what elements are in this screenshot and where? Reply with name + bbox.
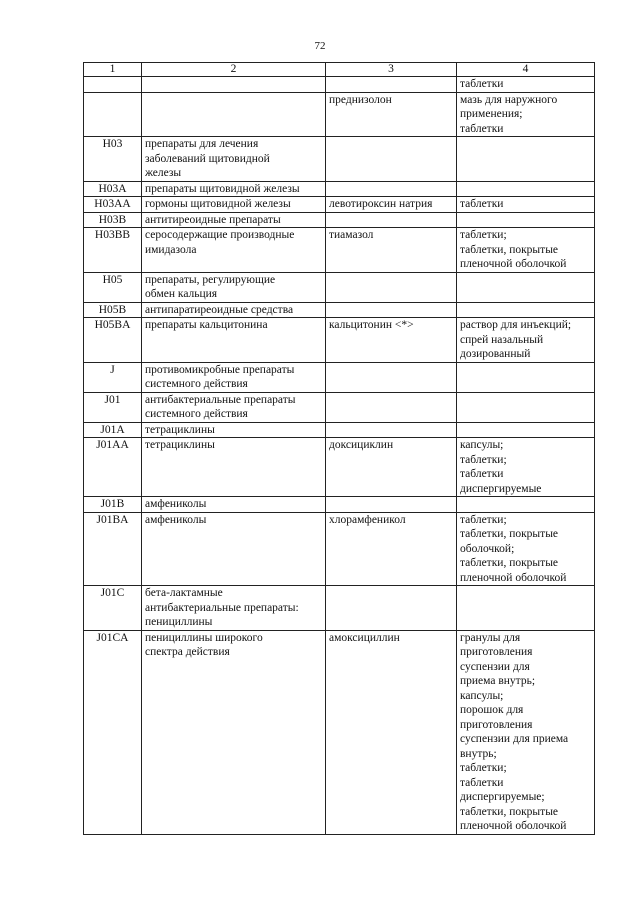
cell-line: обмен кальция xyxy=(145,288,218,300)
dosage-form-cell xyxy=(457,438,595,497)
cell-line: раствор для инъекций; xyxy=(460,319,572,331)
table-row xyxy=(84,422,595,438)
group-name-cell xyxy=(142,181,326,197)
cell-line: таблетки; xyxy=(460,762,507,774)
cell-line: антибактериальные препараты: xyxy=(145,601,299,614)
cell-line: системного действия xyxy=(145,408,248,420)
cell-line: таблетки; xyxy=(460,453,507,466)
dosage-form-cell xyxy=(457,92,595,137)
header-col-1: 1 xyxy=(84,63,142,77)
drug-name-cell xyxy=(326,362,457,392)
header-col-4: 4 xyxy=(457,63,595,77)
cell-line: железы xyxy=(145,167,182,179)
table-row xyxy=(84,212,595,228)
drug-name-cell xyxy=(326,438,457,497)
cell-line: амфениколы xyxy=(145,498,207,510)
cell-line: препараты для лечения xyxy=(145,138,259,150)
cell-line: препараты, регулирующие xyxy=(145,273,276,286)
cell-line: противомикробные препараты xyxy=(145,363,295,376)
dosage-form-cell xyxy=(457,272,595,302)
dosage-form-cell xyxy=(457,77,595,93)
group-name-cell xyxy=(142,362,326,392)
table-row xyxy=(84,228,595,273)
drug-name-cell xyxy=(326,302,457,318)
group-name-cell xyxy=(142,630,326,834)
dosage-form-cell xyxy=(457,512,595,586)
atc-code-cell: J01B xyxy=(84,497,142,513)
atc-code-cell: J01BA xyxy=(84,512,142,586)
cell-line: таблетки xyxy=(460,198,504,210)
cell-line: спрей назальный xyxy=(460,333,544,346)
dosage-form-cell xyxy=(457,318,595,363)
cell-line: бета-лактамные xyxy=(145,587,223,599)
atc-code-cell: J01AA xyxy=(84,438,142,497)
cell-line: пленочной оболочкой xyxy=(460,571,567,584)
cell-line: таблетки xyxy=(460,78,504,90)
group-name-cell xyxy=(142,212,326,228)
cell-line: хлорамфеникол xyxy=(329,513,406,526)
group-name-cell xyxy=(142,197,326,213)
cell-line: серосодержащие производные xyxy=(145,229,295,241)
cell-line: диспергируемые; xyxy=(460,791,545,803)
group-name-cell xyxy=(142,318,326,363)
dosage-form-cell xyxy=(457,497,595,513)
cell-line: приготовления xyxy=(460,646,533,658)
drug-name-cell xyxy=(326,630,457,834)
cell-line: таблетки, покрытые xyxy=(460,243,559,256)
atc-code-cell: H03B xyxy=(84,212,142,228)
cell-line: препараты кальцитонина xyxy=(145,319,268,331)
cell-line: внутрь; xyxy=(460,747,497,760)
drug-name-cell xyxy=(326,586,457,631)
table-row xyxy=(84,318,595,363)
cell-line: заболеваний щитовидной xyxy=(145,152,270,165)
cell-line: порошок для xyxy=(460,704,524,716)
cell-line: антипаратиреоидные средства xyxy=(145,303,294,316)
table-row xyxy=(84,181,595,197)
cell-line: таблетки xyxy=(460,776,504,789)
atc-code-cell: H03AA xyxy=(84,197,142,213)
cell-line: приема внутрь; xyxy=(460,675,536,687)
header-col-3: 3 xyxy=(326,63,457,77)
cell-line: доксициклин xyxy=(329,439,394,451)
cell-line: капсулы; xyxy=(460,439,504,451)
cell-line: диспергируемые xyxy=(460,482,542,495)
table-row xyxy=(84,362,595,392)
atc-code-cell: J01 xyxy=(84,392,142,422)
dosage-form-cell xyxy=(457,422,595,438)
table-row xyxy=(84,197,595,213)
table-row xyxy=(84,586,595,631)
cell-line: пенициллины xyxy=(145,616,213,628)
cell-line: имидазола xyxy=(145,243,197,256)
atc-code-cell xyxy=(84,77,142,93)
dosage-form-cell xyxy=(457,197,595,213)
cell-line: таблетки, покрытые xyxy=(460,528,559,540)
dosage-form-cell xyxy=(457,137,595,182)
drug-name-cell xyxy=(326,228,457,273)
group-name-cell xyxy=(142,228,326,273)
cell-line: пленочной оболочкой xyxy=(460,258,567,270)
atc-code-cell: J01C xyxy=(84,586,142,631)
cell-line: антибактериальные препараты xyxy=(145,393,296,406)
cell-line: оболочкой; xyxy=(460,542,515,555)
cell-line: таблетки, покрытые xyxy=(460,805,559,818)
cell-line: кальцитонин <*> xyxy=(329,319,414,331)
table-row xyxy=(84,77,595,93)
cell-line: спектра действия xyxy=(145,646,230,658)
group-name-cell xyxy=(142,422,326,438)
cell-line: таблетки, покрытые xyxy=(460,557,559,569)
cell-line: дозированный xyxy=(460,348,531,360)
cell-line: тиамазол xyxy=(329,229,374,241)
table-row xyxy=(84,497,595,513)
group-name-cell xyxy=(142,302,326,318)
table-row xyxy=(84,438,595,497)
atc-code-cell: H05BA xyxy=(84,318,142,363)
drug-name-cell xyxy=(326,512,457,586)
atc-code-cell: J01CA xyxy=(84,630,142,834)
cell-line: суспензии для xyxy=(460,660,530,673)
cell-line: левотироксин натрия xyxy=(329,198,433,210)
group-name-cell xyxy=(142,438,326,497)
drug-name-cell xyxy=(326,92,457,137)
cell-line: пленочной оболочкой xyxy=(460,820,567,832)
drug-name-cell xyxy=(326,212,457,228)
cell-line: таблетки; xyxy=(460,513,507,526)
drug-name-cell xyxy=(326,497,457,513)
drug-table xyxy=(83,62,595,835)
atc-code-cell: H03 xyxy=(84,137,142,182)
drug-name-cell xyxy=(326,272,457,302)
dosage-form-cell xyxy=(457,212,595,228)
drug-name-cell xyxy=(326,137,457,182)
dosage-form-cell xyxy=(457,630,595,834)
group-name-cell xyxy=(142,272,326,302)
table-row xyxy=(84,512,595,586)
cell-line: таблетки xyxy=(460,122,504,135)
drug-name-cell xyxy=(326,422,457,438)
atc-code-cell: H05B xyxy=(84,302,142,318)
cell-line: приготовления xyxy=(460,718,533,731)
table-body xyxy=(84,77,595,835)
cell-line: преднизолон xyxy=(329,93,392,106)
cell-line: таблетки xyxy=(460,468,504,480)
drug-name-cell xyxy=(326,77,457,93)
dosage-form-cell xyxy=(457,362,595,392)
cell-line: применения; xyxy=(460,108,523,120)
cell-line: гормоны щитовидной железы xyxy=(145,198,291,210)
cell-line: антитиреоидные препараты xyxy=(145,213,281,226)
drug-name-cell xyxy=(326,318,457,363)
atc-code-cell: H03A xyxy=(84,181,142,197)
table-row xyxy=(84,92,595,137)
table-row xyxy=(84,137,595,182)
dosage-form-cell xyxy=(457,302,595,318)
cell-line: тетрациклины xyxy=(145,439,215,451)
dosage-form-cell xyxy=(457,586,595,631)
atc-code-cell xyxy=(84,92,142,137)
dosage-form-cell xyxy=(457,228,595,273)
group-name-cell xyxy=(142,497,326,513)
group-name-cell xyxy=(142,137,326,182)
atc-code-cell: H03BB xyxy=(84,228,142,273)
dosage-form-cell xyxy=(457,181,595,197)
table-row xyxy=(84,302,595,318)
group-name-cell xyxy=(142,512,326,586)
table-row xyxy=(84,392,595,422)
cell-line: пенициллины широкого xyxy=(145,631,263,644)
dosage-form-cell xyxy=(457,392,595,422)
header-col-2: 2 xyxy=(142,63,326,77)
atc-code-cell: J01A xyxy=(84,422,142,438)
cell-line: гранулы для xyxy=(460,631,521,644)
drug-name-cell xyxy=(326,392,457,422)
cell-line: препараты щитовидной железы xyxy=(145,182,300,195)
cell-line: амоксициллин xyxy=(329,631,400,644)
cell-line: мазь для наружного xyxy=(460,93,558,106)
cell-line: тетрациклины xyxy=(145,423,215,436)
atc-code-cell: J xyxy=(84,362,142,392)
table-row xyxy=(84,630,595,834)
group-name-cell xyxy=(142,77,326,93)
cell-line: таблетки; xyxy=(460,229,507,241)
group-name-cell xyxy=(142,586,326,631)
page-number: 72 xyxy=(314,40,326,52)
group-name-cell xyxy=(142,392,326,422)
table-header-row xyxy=(84,63,595,77)
table-row xyxy=(84,272,595,302)
cell-line: капсулы; xyxy=(460,689,504,702)
group-name-cell xyxy=(142,92,326,137)
drug-name-cell xyxy=(326,197,457,213)
atc-code-cell: H05 xyxy=(84,272,142,302)
drug-name-cell xyxy=(326,181,457,197)
cell-line: системного действия xyxy=(145,378,248,390)
cell-line: амфениколы xyxy=(145,513,207,526)
cell-line: суспензии для приема xyxy=(460,733,569,745)
